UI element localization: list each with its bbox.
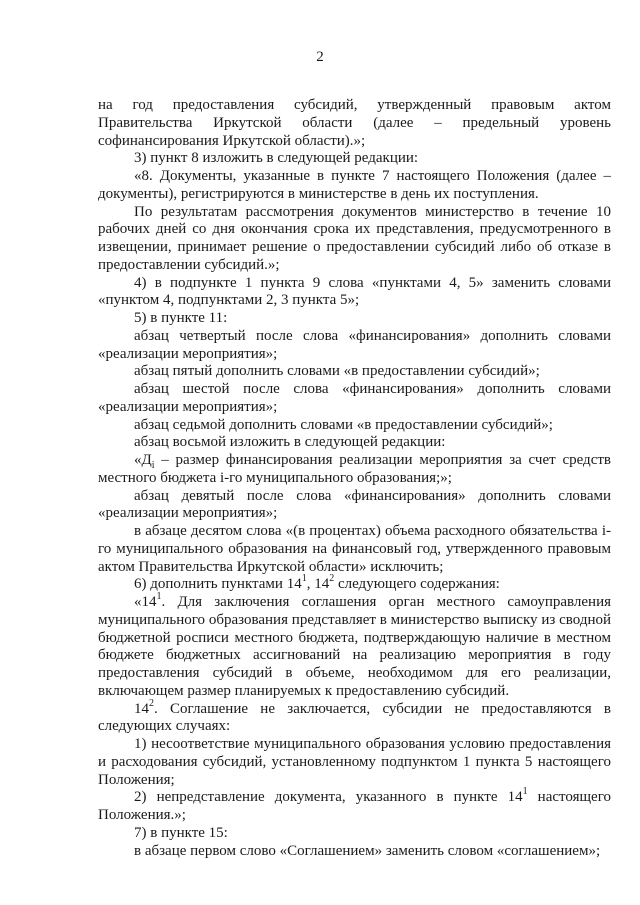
paragraph-abzac-9: абзац девятый после слова «финансирования» дополнить словами «реализации мероприятия»;	[98, 487, 611, 522]
paragraph-formula-di: «$Д_i$ – размер финансирования реализации мероприятия за счет средств местного бюджета i-го муниципального образования;»;	[98, 452, 611, 486]
paragraph-case-2: 2) непредставление документа, указанного в пункте $14^1$ настоящего Положения.»;	[98, 786, 611, 823]
document-body	[98, 97, 611, 860]
paragraph-item-7: 7) в пункте 15:	[134, 824, 228, 841]
paragraph-continuation: на год предоставления субсидий, утвержденный правовым актом Правительства Иркутской области (далее – предельный уровень софинансирования Иркутской области).»;	[98, 97, 611, 149]
paragraph-point-14-2: $14^2$. Соглашение не заключается, субсидии не предоставляются в следующих случаях:	[98, 697, 611, 735]
paragraph-item-5: 5) в пункте 11:	[134, 310, 228, 326]
paragraph-abzac-4: абзац четвертый после слова «финансирования» дополнить словами «реализации мероприятия»;	[98, 327, 611, 362]
paragraph-item-4: 4) в подпункте 1 пункта 9 слова «пунктами 4, 5» заменить словами «пунктом 4, подпунктами 2, 3 пункта 5»;	[98, 274, 611, 309]
paragraph-abzac-6: абзац шестой после слова «финансирования» дополнить словами «реализации мероприятия»;	[98, 381, 611, 415]
paragraph-point-8: «8. Документы, указанные в пункте 7 настоящего Положения (далее – документы), регистрируются в министерстве в день их поступления.	[98, 168, 611, 202]
paragraph-abzac-10: в абзаце десятом слова «(в процентах) объема расходного обязательства i-го муниципального образования на финансовый год, утвержденного правовым актом Правительства Иркутской области» исключить;	[98, 523, 611, 575]
paragraph-abzac-8: абзац восьмой изложить в следующей редакции:	[134, 434, 446, 451]
paragraph-case-1: 1) несоответствие муниципального образования условию предоставления и расходования субсидий, установленному подпунктом 1 пункта 5 настоящего Положения;	[98, 736, 611, 788]
paragraph-point-14-1: «$14^1$. Для заключения соглашения орган местного самоуправления муниципального образования представляет в министерство выписку из сводной бюджетной росписи местного бюджета, подтверждающую наличие в местном бюджете бюджетных ассигнований на реализацию мероприятия в году предоставления субсидий в объеме, необходимом для его реализации, включающем размер планируемых к предоставлению субсидий.	[98, 591, 611, 699]
paragraph-item-3: 3) пункт 8 изложить в следующей редакции:	[134, 150, 419, 167]
paragraph-abzac-7: абзац седьмой дополнить словами «в предоставлении субсидий»;	[134, 416, 553, 433]
paragraph-abzac-5: абзац пятый дополнить словами «в предоставлении субсидий»;	[134, 363, 540, 380]
page-number: 2	[316, 49, 324, 65]
paragraph-item-6: 6) дополнить пунктами $14^1$, $14^2$ следующего содержания:	[134, 573, 500, 593]
paragraph-review-results: По результатам рассмотрения документов министерство в течение 10 рабочих дней со дня окончания срока их представления, предусмотренного в извещении, принимает решение о предоставлении субсидий либо об отказе в предоставлении субсидий.»;	[98, 203, 611, 273]
paragraph-abzac-1: в абзаце первом слово «Соглашением» заменить словом «соглашением»;	[134, 842, 601, 859]
